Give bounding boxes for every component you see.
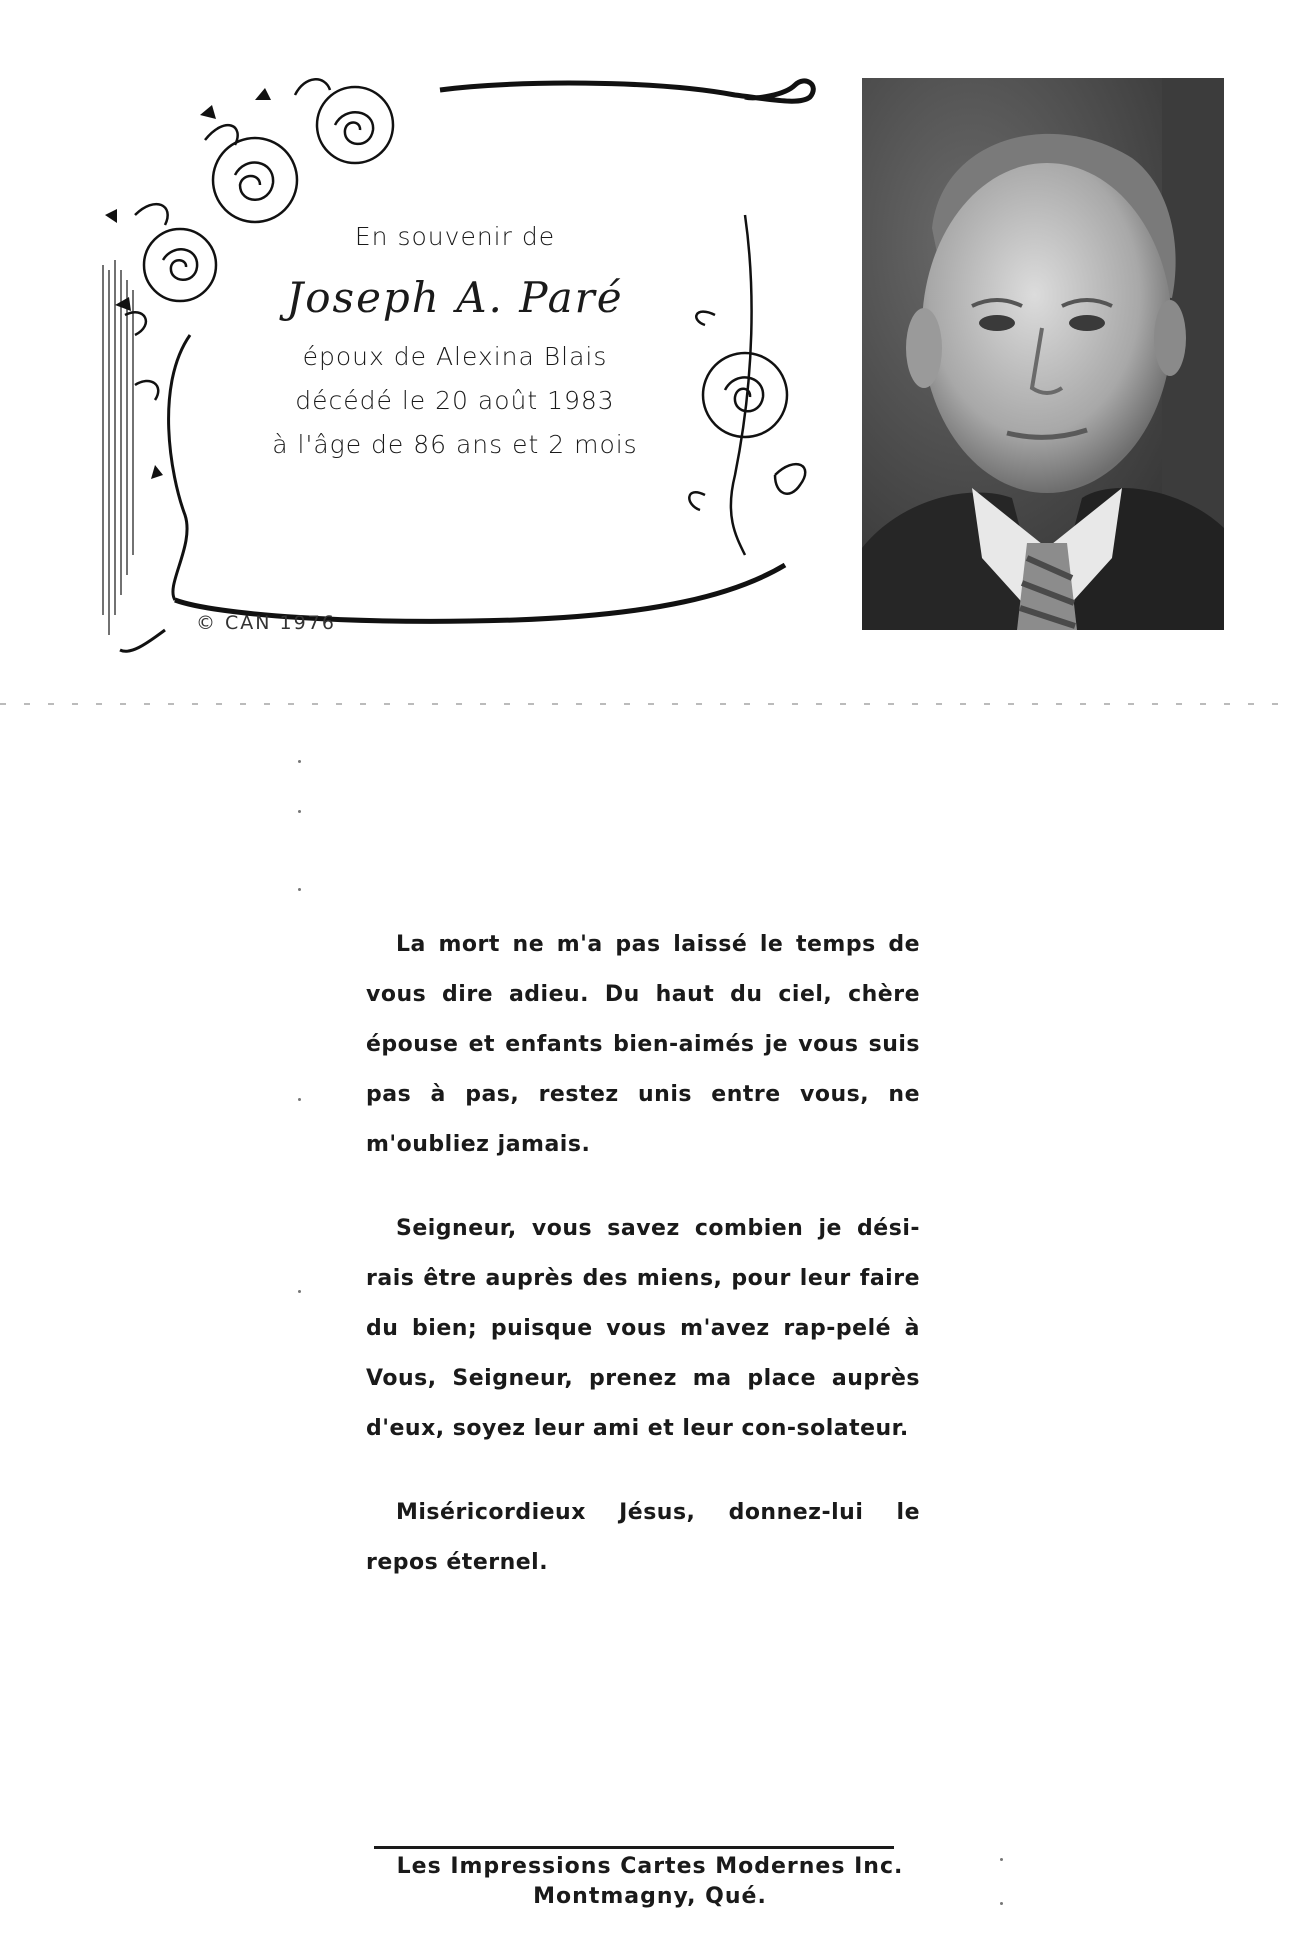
printer-credit bbox=[360, 1852, 940, 1912]
memorial-card-front bbox=[0, 0, 1296, 720]
speck bbox=[298, 1290, 301, 1293]
death-date-text: décédé le 20 août 1983 bbox=[295, 386, 615, 415]
card-inscription bbox=[230, 215, 680, 467]
speck bbox=[298, 888, 301, 891]
printer-location: Montmagny, Qué. bbox=[533, 1884, 767, 1909]
speck bbox=[1000, 1902, 1003, 1905]
portrait-photo-icon bbox=[862, 78, 1224, 630]
memorial-prayer bbox=[366, 920, 920, 1622]
age-text: à l'âge de 86 ans et 2 mois bbox=[272, 430, 638, 459]
intro-text: En souvenir de bbox=[354, 222, 556, 251]
prayer-paragraph-1: La mort ne m'a pas laissé le temps de vous dire adieu. Du haut du ciel, chère épouse et enfants bien-aimés je vous suis pas à pas, restez unis entre vous, ne m'oubliez jamais. bbox=[366, 932, 920, 1157]
printer-name: Les Impressions Cartes Modernes Inc. bbox=[396, 1854, 904, 1879]
prayer-paragraph-2: Seigneur, vous savez combien je dési-rais être auprès des miens, pour leur faire du bien; puisque vous m'avez rap-pelé à Vous, Seigneur, prenez ma place auprès d'eux, soyez leur ami et leur con-solateur. bbox=[366, 1216, 920, 1441]
copyright-mark: © CAN 1976 bbox=[196, 612, 336, 634]
speck bbox=[298, 760, 301, 763]
speck bbox=[298, 810, 301, 813]
printer-divider bbox=[374, 1846, 894, 1849]
card-fold-line bbox=[0, 700, 1296, 708]
prayer-paragraph-3: Miséricordieux Jésus, donnez-lui le repos éternel. bbox=[366, 1500, 920, 1575]
speck bbox=[298, 1098, 301, 1101]
deceased-name: Joseph A. Paré bbox=[286, 273, 624, 322]
spouse-text: époux de Alexina Blais bbox=[302, 342, 608, 371]
speck bbox=[1000, 1858, 1003, 1861]
portrait-photo bbox=[862, 78, 1224, 630]
